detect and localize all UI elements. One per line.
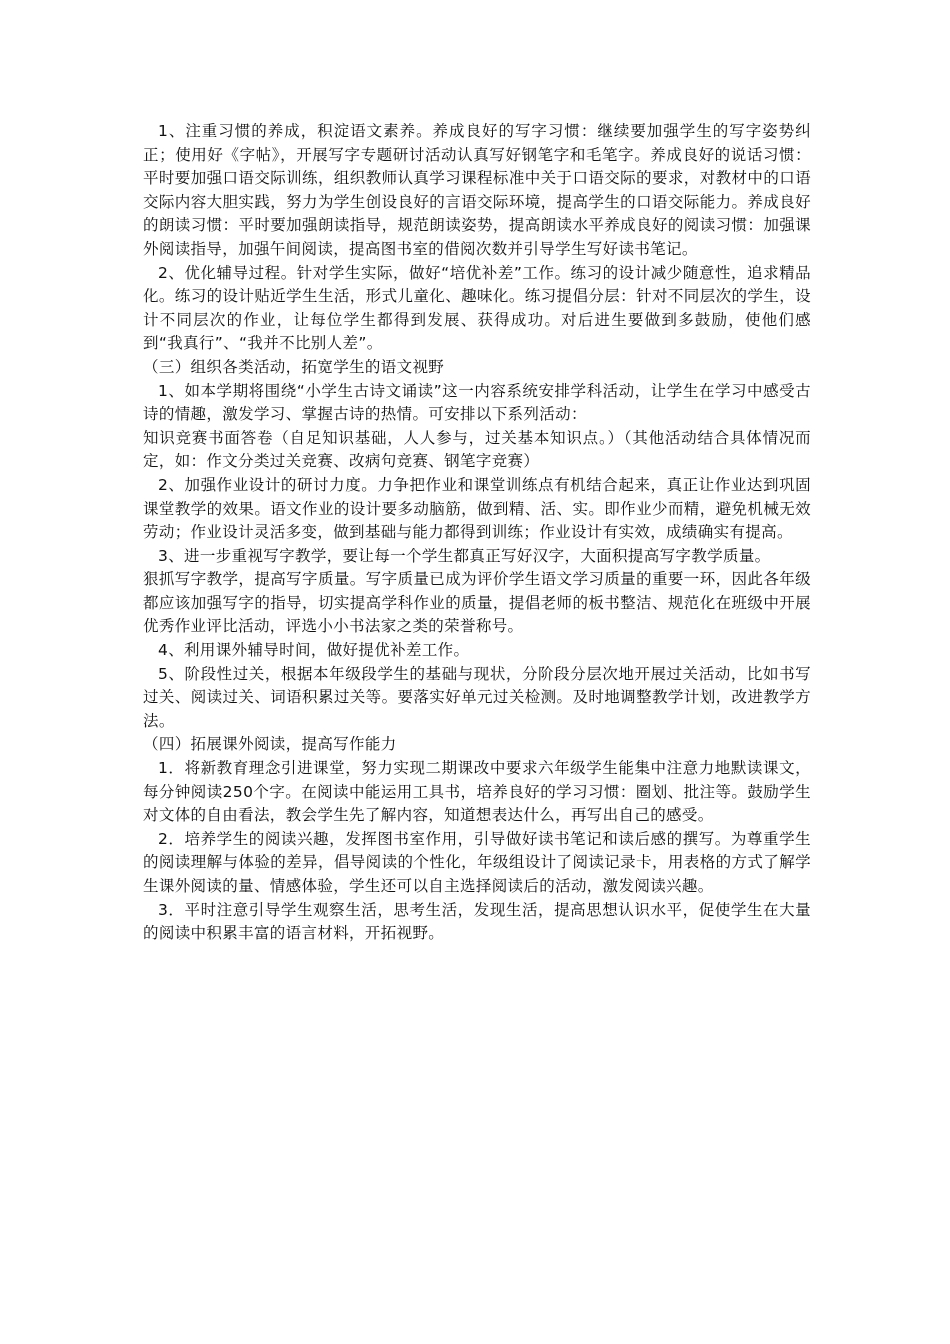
paragraph-competition: 知识竞赛书面答卷（自足知识基础，人人参与，过关基本知识点。）（其他活动结合具体情况而定，如：作文分类过关竞赛、改病句竞赛、钢笔字竞赛） [143,428,811,471]
section-heading-activities: （三）组织各类活动，拓宽学生的语文视野 [143,357,445,376]
section-heading-reading: （四）拓展课外阅读，提高写作能力 [143,735,397,754]
paragraph-writing-teaching: 3、进一步重视写字教学，要让每一个学生都真正写好汉字，大面积提高写字教学质量。 [158,546,771,565]
paragraph-after-class-tutoring: 4、利用课外辅导时间，做好提优补差工作。 [158,641,470,660]
paragraph-habits: 1、注重习惯的养成，积淀语文素养。养成良好的写字习惯：继续要加强学生的写字姿势纠正；使用好《字帖》，开展写字专题研讨活动认真写好钢笔字和毛笔字。养成良好的说话习惯：平时要加强口语交际训练，组织教师认真学习课程标准中关于口语交际的要求，对教材中的口语交际内容大胆实践，努力为学生创设良好的言语交际环境，提高学生的口语交际能力。养成良好的朗读习惯：平时要加强朗读指导，规范朗读姿势，提高朗读水平养成良好的阅读习惯：加强课外阅读指导，加强午间阅读，提高图书室的借阅次数并引导学生写好读书笔记。 [143,122,811,258]
paragraph-tutoring: 2、优化辅导过程。针对学生实际，做好“培优补差”工作。练习的设计减少随意性，追求精品化。练习的设计贴近学生生活，形式儿童化、趣味化。练习提倡分层：针对不同层次的学生，设计不同层次的作业，让每位学生都得到发展、获得成功。对后进生要做到多鼓励，使他们感到“我真行”、“我并不比别人差”。 [143,263,811,353]
paragraph-writing-quality: 狠抓写字教学，提高写字质量。写字质量已成为评价学生语文学习质量的重要一环，因此各年级都应该加强写字的指导，切实提高学科作业的质量，提倡老师的板书整洁、规范化在班级中开展优秀作业评比活动，评选小小书法家之类的荣誉称号。 [143,570,811,636]
paragraph-poetry-activity: 1、如本学期将围绕“小学生古诗文诵读”这一内容系统安排学科活动，让学生在学习中感受古诗的情趣，激发学习、掌握古诗的热情。可安排以下系列活动： [143,381,811,424]
document-page [143,120,811,946]
paragraph-reading-concept: 1．将新教育理念引进课堂，努力实现二期课改中要求六年级学生能集中注意力地默读课文，每分钟阅读250个字。在阅读中能运用工具书，培养良好的学习习惯：圈划、批注等。鼓励学生对文体的自由看法，教会学生先了解内容，知道想表达什么，再写出自己的感受。 [143,759,811,825]
paragraph-observe-life: 3．平时注意引导学生观察生活，思考生活，发现生活，提高思想认识水平，促使学生在大量的阅读中积累丰富的语言材料，开拓视野。 [143,900,811,943]
paragraph-stage-checks: 5、阶段性过关，根据本年级段学生的基础与现状，分阶段分层次地开展过关活动，比如书写过关、阅读过关、词语积累过关等。要落实好单元过关检测。及时地调整教学计划，改进教学方法。 [143,664,811,730]
paragraph-homework-design: 2、加强作业设计的研讨力度。力争把作业和课堂训练点有机结合起来，真正让作业达到巩固课堂教学的效果。语文作业的设计要多动脑筋，做到精、活、实。即作业少而精，避免机械无效劳动；作业设计灵活多变，做到基础与能力都得到训练；作业设计有实效，成绩确实有提高。 [143,475,811,542]
paragraph-reading-interest: 2．培养学生的阅读兴趣，发挥图书室作用，引导做好读书笔记和读后感的撰写。为尊重学生的阅读理解与体验的差异，倡导阅读的个性化，年级组设计了阅读记录卡，用表格的方式了解学生课外阅读的量、情感体验，学生还可以自主选择阅读后的活动，激发阅读兴趣。 [143,829,811,895]
